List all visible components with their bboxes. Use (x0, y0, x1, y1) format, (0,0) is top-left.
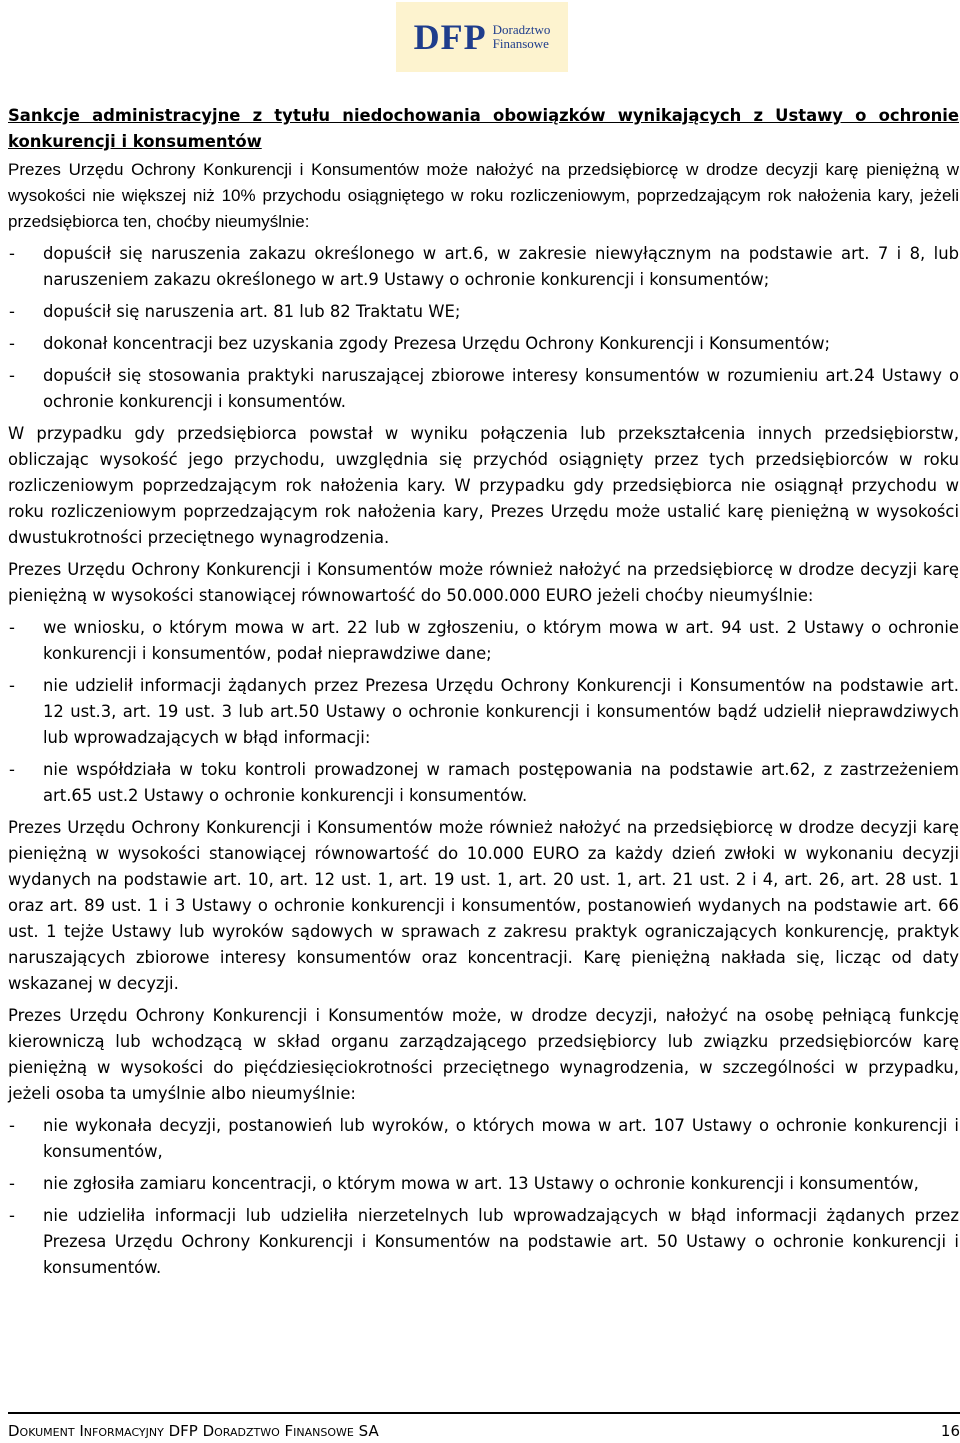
section-heading: Sankcje administracyjne z tytułu niedochowania obowiązków wynikających z Ustawy o ochronie konkurencji i konsumentów (8, 106, 959, 151)
list-item: - nie udzieliła informacji lub udzieliła nierzetelnych lub wprowadzających w błąd informacji żądanych przez Prezesa Urzędu Ochrony Konkurencji i Konsumentów na podstawie art. 50 Ustawy o ochronie konkurencji i konsumentów. (8, 1203, 959, 1281)
list-item: - nie wykonała decyzji, postanowień lub wyroków, o których mowa w art. 107 Ustawy o ochronie konkurencji i konsumentów, (8, 1113, 959, 1165)
list-item: - dopuścił się stosowania praktyki naruszającej zbiorowe interesy konsumentów w rozumieniu art.24 Ustawy o ochronie konkurencji i konsumentów. (8, 363, 959, 415)
violations-list (8, 241, 959, 415)
page-number: 16 (940, 1422, 960, 1440)
logo-subtitle-line2: Finansowe (492, 36, 549, 51)
list-item: - dokonał koncentracji bez uzyskania zgody Prezesa Urzędu Ochrony Konkurencji i Konsumentów; (8, 331, 959, 357)
list-item: - nie zgłosiła zamiaru koncentracji, o którym mowa w art. 13 Ustawy o ochronie konkurencji i konsumentów, (8, 1171, 959, 1197)
logo-mark: DFP (413, 17, 487, 57)
list-item: - we wniosku, o którym mowa w art. 22 lub w zgłoszeniu, o którym mowa w art. 94 ust. 2 Ustawy o ochronie konkurencji i konsumentów, podał nieprawdziwe dane; (8, 615, 959, 667)
list-item: - dopuścił się naruszenia art. 81 lub 82 Traktatu WE; (8, 299, 959, 325)
merger-paragraph: W przypadku gdy przedsiębiorca powstał w wyniku połączenia lub przekształcenia innych przedsiębiorstw, obliczając wysokość jego przychodu, uwzględnia się przychód osiągnięty przez tych przedsiębiorców w roku rozliczeniowym poprzedzającym rok nałożenia kary. W przypadku gdy przedsiębiorca nie osiągnął przychodu w roku rozliczeniowym poprzedzającym rok nałożenia kary, Prezes Urzędu może ustalić karę pieniężną w wysokości dwustukrotności przeciętnego wynagrodzenia. (8, 424, 959, 547)
list-item: - nie współdziała w toku kontroli prowadzonej w ramach postępowania na podstawie art.62, z zastrzeżeniem art.65 ust.2 Ustawy o ochronie konkurencji i konsumentów. (8, 757, 959, 809)
manager-fine-paragraph: Prezes Urzędu Ochrony Konkurencji i Konsumentów może, w drodze decyzji, nałożyć na osobę pełniącą funkcję kierowniczą lub wchodzącą w skład organu zarządzającego przedsiębiorcy lub związku przedsiębiorców karę pieniężną w wysokości do pięćdziesięciokrotności przeciętnego wynagrodzenia, w szczególności w przypadku, jeżeli osoba ta umyślnie albo nieumyślnie: (8, 1006, 959, 1103)
logo-subtitle (493, 23, 551, 51)
false-data-list (8, 615, 959, 809)
fine-10k-paragraph: Prezes Urzędu Ochrony Konkurencji i Konsumentów może również nałożyć na przedsiębiorcę w drodze decyzji karę pieniężną w wysokości stanowiącej równowartość do 10.000 EURO za każdy dzień zwłoki w wykonaniu decyzji wydanych na podstawie art. 10, art. 12 ust. 1, art. 19 ust. 1, art. 20 ust. 1, art. 21 ust. 2 i 4, art. 26, art. 28 ust. 1 oraz art. 89 ust. 1 i 3 Ustawy o ochronie konkurencji i konsumentów, postanowień wydanych na podstawie art. 66 ust. 1 tejże Ustawy lub wyroków sądowych w sprawach z zakresu praktyk ograniczających konkurencję, praktyk naruszających zbiorowe interesy konsumentów oraz koncentracji. Karę pieniężną nakłada się, licząc od daty wskazanej w decyzji. (8, 818, 959, 993)
manager-violations-list (8, 1113, 959, 1281)
company-logo (396, 2, 568, 72)
fine-50m-paragraph: Prezes Urzędu Ochrony Konkurencji i Konsumentów może również nałożyć na przedsiębiorcę w drodze decyzji karę pieniężną w wysokości stanowiącej równowartość do 50.000.000 EURO jeżeli choćby nieumyślnie: (8, 560, 959, 605)
document-body (8, 103, 959, 1287)
footer-divider (8, 1412, 960, 1414)
footer-title: Dokument Informacyjny DFP Doradztwo Finansowe SA (8, 1422, 379, 1440)
list-item: - nie udzielił informacji żądanych przez Prezesa Urzędu Ochrony Konkurencji i Konsumentów na podstawie art. 12 ust.3, art. 19 ust. 3 lub art.50 Ustawy o ochronie konkurencji i konsumentów bądź udzielił nieprawdziwych lub wprowadzających w błąd informacji: (8, 673, 959, 751)
list-item: - dopuścił się naruszenia zakazu określonego w art.6, w zakresie niewyłącznym na podstawie art. 7 i 8, lub naruszeniem zakazu określonego w art.9 Ustawy o ochronie konkurencji i konsumentów; (8, 241, 959, 293)
logo-subtitle-line1: Doradztwo (492, 22, 551, 37)
intro-paragraph: Prezes Urzędu Ochrony Konkurencji i Konsumentów może nałożyć na przedsiębiorcę w drodze decyzji karę pieniężną w wysokości nie większej niż 10% przychodu osiągniętego w roku rozliczeniowym, poprzedzającym rok nałożenia kary, jeżeli przedsiębiorca ten, choćby nieumyślnie: (8, 160, 959, 231)
page-footer (8, 1420, 960, 1442)
